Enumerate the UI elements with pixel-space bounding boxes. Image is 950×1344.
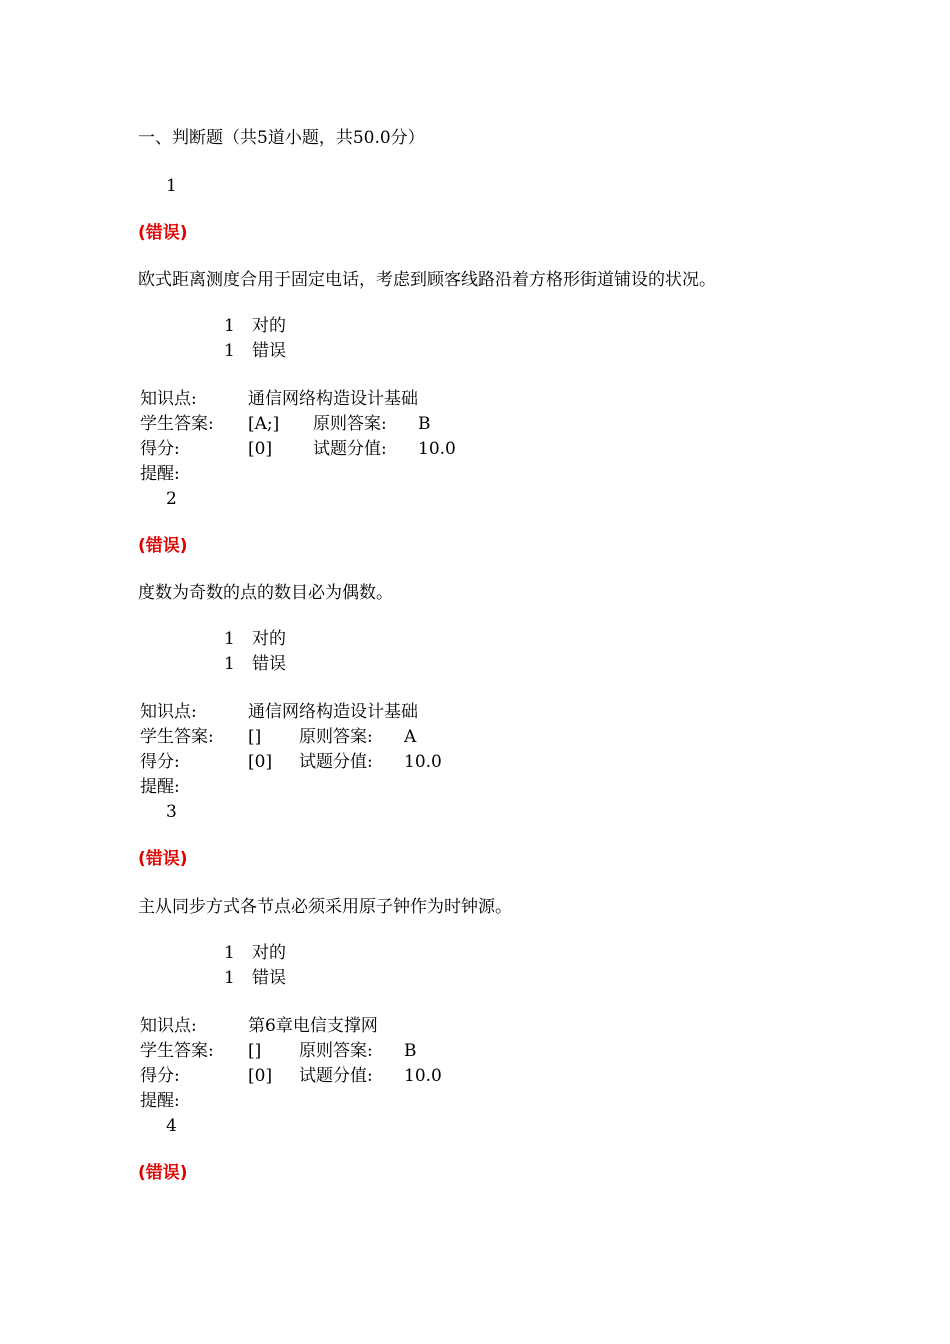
option-number: 1	[224, 316, 235, 336]
question-value-label: 试题分值:	[299, 1066, 373, 1086]
option-number: 1	[224, 341, 235, 361]
standard-answer-label: 原则答案:	[313, 414, 387, 434]
question-value: 10.0	[404, 1066, 442, 1086]
option-label: 错误	[252, 968, 286, 988]
question-number: 1	[166, 176, 177, 196]
question-number: 3	[166, 802, 177, 822]
knowledge-value: 第6章电信支撑网	[248, 1016, 378, 1036]
student-answer-value: []	[248, 727, 262, 747]
option-label: 对的	[252, 629, 286, 649]
student-answer-value: [A;]	[248, 414, 280, 434]
hint-label: 提醒:	[140, 1091, 180, 1111]
score-value: [0]	[248, 752, 273, 772]
score-label: 得分:	[140, 1066, 180, 1086]
option-true[interactable]	[224, 314, 286, 338]
option-label: 对的	[252, 316, 286, 336]
status-badge: (错误)	[138, 536, 188, 556]
option-label: 错误	[252, 654, 286, 674]
hint-label: 提醒:	[140, 464, 180, 484]
score-label: 得分:	[140, 752, 180, 772]
student-answer-label: 学生答案:	[140, 414, 214, 434]
question-value-label: 试题分值:	[313, 439, 387, 459]
option-true[interactable]	[224, 941, 286, 965]
score-value: [0]	[248, 1066, 273, 1086]
section-title: 一、判断题（共5道小题，共50.0分）	[138, 128, 425, 148]
status-badge: (错误)	[138, 849, 188, 869]
option-label: 错误	[252, 341, 286, 361]
question-value-label: 试题分值:	[299, 752, 373, 772]
standard-answer-value: B	[404, 1041, 417, 1061]
standard-answer-value: A	[404, 727, 417, 747]
student-answer-label: 学生答案:	[140, 1041, 214, 1061]
knowledge-value: 通信网络构造设计基础	[248, 702, 418, 722]
hint-label: 提醒:	[140, 777, 180, 797]
score-label: 得分:	[140, 439, 180, 459]
option-label: 对的	[252, 943, 286, 963]
option-false[interactable]	[224, 652, 286, 676]
status-badge: (错误)	[138, 1163, 188, 1183]
knowledge-label: 知识点:	[140, 1016, 197, 1036]
question-number: 4	[166, 1116, 177, 1136]
student-answer-label: 学生答案:	[140, 727, 214, 747]
option-number: 1	[224, 629, 235, 649]
question-text: 主从同步方式各节点必须采用原子钟作为时钟源。	[138, 897, 512, 917]
option-false[interactable]	[224, 339, 286, 363]
standard-answer-label: 原则答案:	[299, 1041, 373, 1061]
question-text: 度数为奇数的点的数目必为偶数。	[138, 583, 393, 603]
option-number: 1	[224, 968, 235, 988]
option-number: 1	[224, 943, 235, 963]
knowledge-label: 知识点:	[140, 702, 197, 722]
knowledge-label: 知识点:	[140, 389, 197, 409]
status-badge: (错误)	[138, 223, 188, 243]
standard-answer-value: B	[418, 414, 431, 434]
student-answer-value: []	[248, 1041, 262, 1061]
question-value: 10.0	[418, 439, 456, 459]
standard-answer-label: 原则答案:	[299, 727, 373, 747]
score-value: [0]	[248, 439, 273, 459]
knowledge-value: 通信网络构造设计基础	[248, 389, 418, 409]
option-true[interactable]	[224, 627, 286, 651]
option-number: 1	[224, 654, 235, 674]
option-false[interactable]	[224, 966, 286, 990]
question-value: 10.0	[404, 752, 442, 772]
question-text: 欧式距离测度合用于固定电话，考虑到顾客线路沿着方格形街道铺设的状况。	[138, 270, 716, 290]
question-number: 2	[166, 489, 177, 509]
